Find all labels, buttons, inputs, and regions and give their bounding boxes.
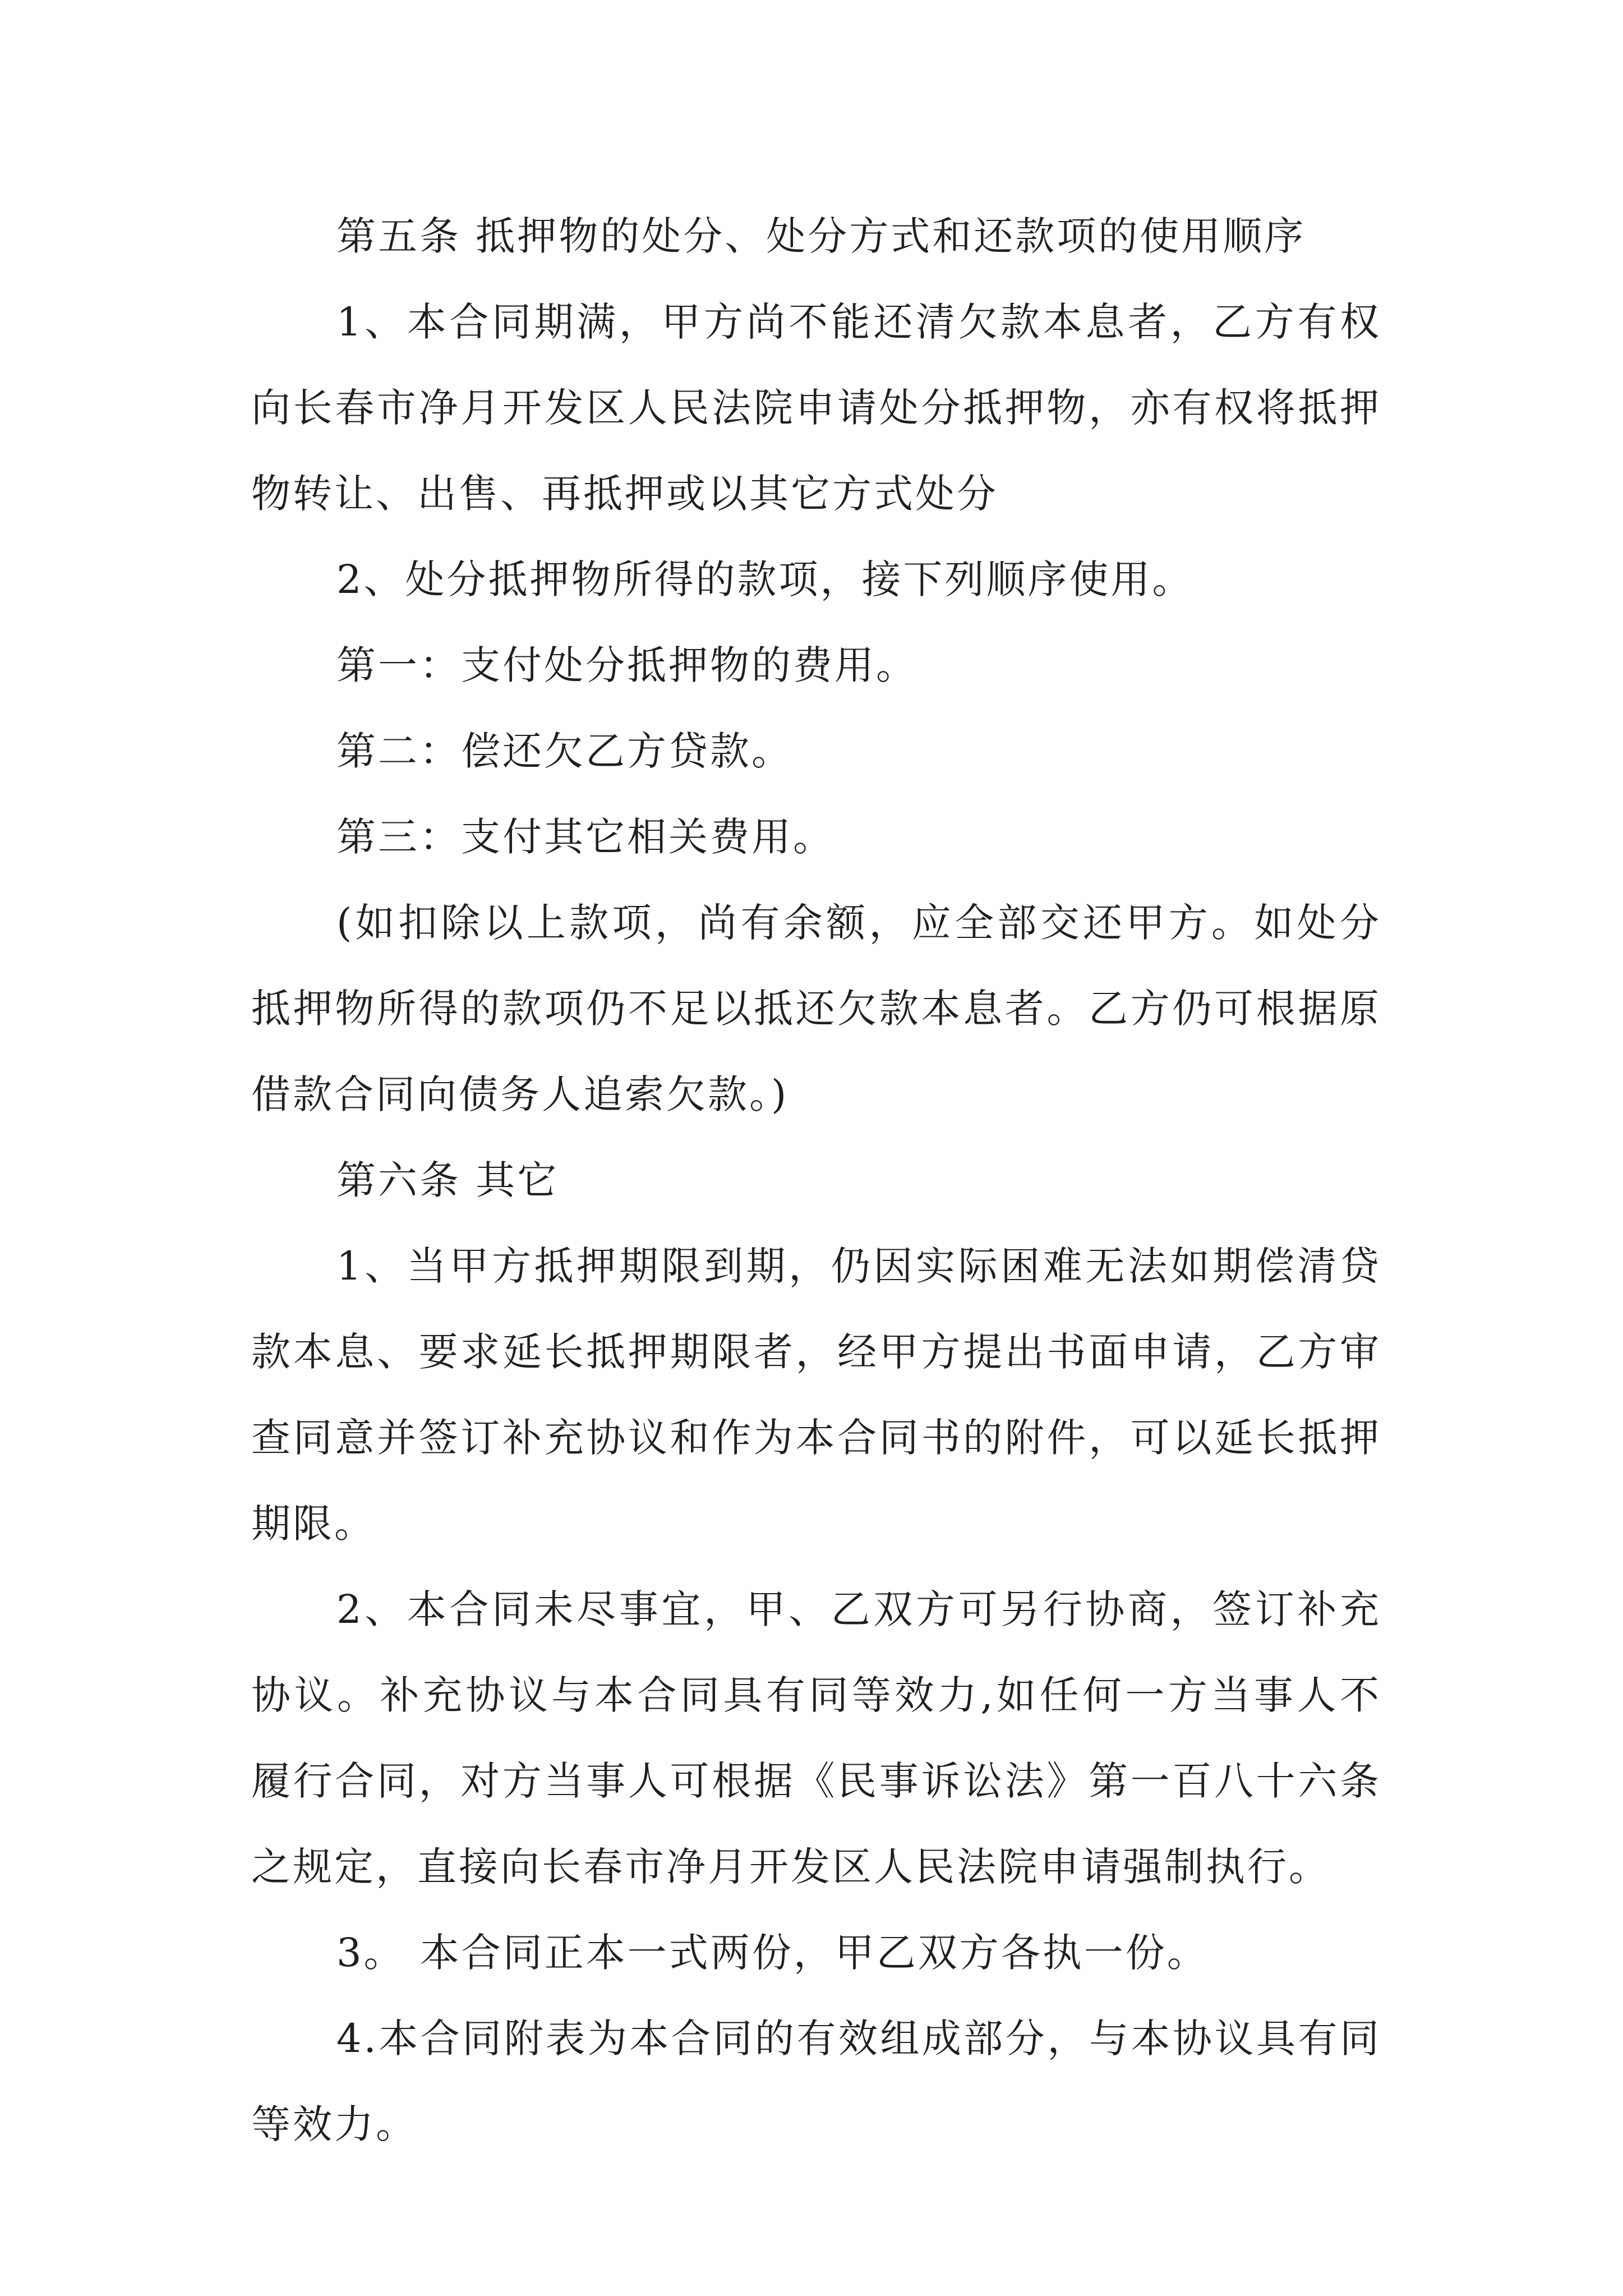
article-5-heading: 第五条 抵押物的处分、处分方式和还款项的使用顺序 <box>336 213 1306 259</box>
article-6-clause-1: 1、当甲方抵押期限到期，仍因实际困难无法如期偿清贷款本息、要求延长抵押期限者，经甲方提出书面申请，乙方审查同意并签订补充协议和作为本合同书的附件，可以延长抵押期限。 <box>251 1243 1381 1547</box>
order-item-third: 第三：支付其它相关费用。 <box>336 814 834 860</box>
article-5-note: (如扣除以上款项，尚有余额，应全部交还甲方。如处分抵押物所得的款项仍不足以抵还欠款本息者。乙方仍可根据原借款合同向债务人追索欠款。) <box>251 900 1381 1117</box>
document-body <box>251 194 1381 2168</box>
article-6-heading: 第六条 其它 <box>336 1157 559 1203</box>
article-6-clause-2: 2、本合同未尽事宜，甲、乙双方可另行协商，签订补充协议。补充协议与本合同具有同等效力,如任何一方当事人不履行合同，对方当事人可根据《民事诉讼法》第一百八十六条之规定，直接向长春市净月开发区人民法院申请强制执行。 <box>251 1586 1381 1890</box>
article-6-clause-3: 3。 本合同正本一式两份，甲乙双方各执一份。 <box>336 1930 1209 1976</box>
article-6-clause-4: 4.本合同附表为本合同的有效组成部分，与本协议具有同等效力。 <box>251 2016 1381 2147</box>
order-item-first: 第一：支付处分抵押物的费用。 <box>336 642 917 688</box>
order-item-second: 第二：偿还欠乙方贷款。 <box>336 728 793 774</box>
article-5-clause-1: 1、本合同期满，甲方尚不能还清欠款本息者，乙方有权向长春市净月开发区人民法院申请处分抵押物，亦有权将抵押物转让、出售、再抵押或以其它方式处分 <box>251 299 1381 517</box>
article-5-clause-2: 2、处分抵押物所得的款项，接下列顺序使用。 <box>336 556 1194 602</box>
